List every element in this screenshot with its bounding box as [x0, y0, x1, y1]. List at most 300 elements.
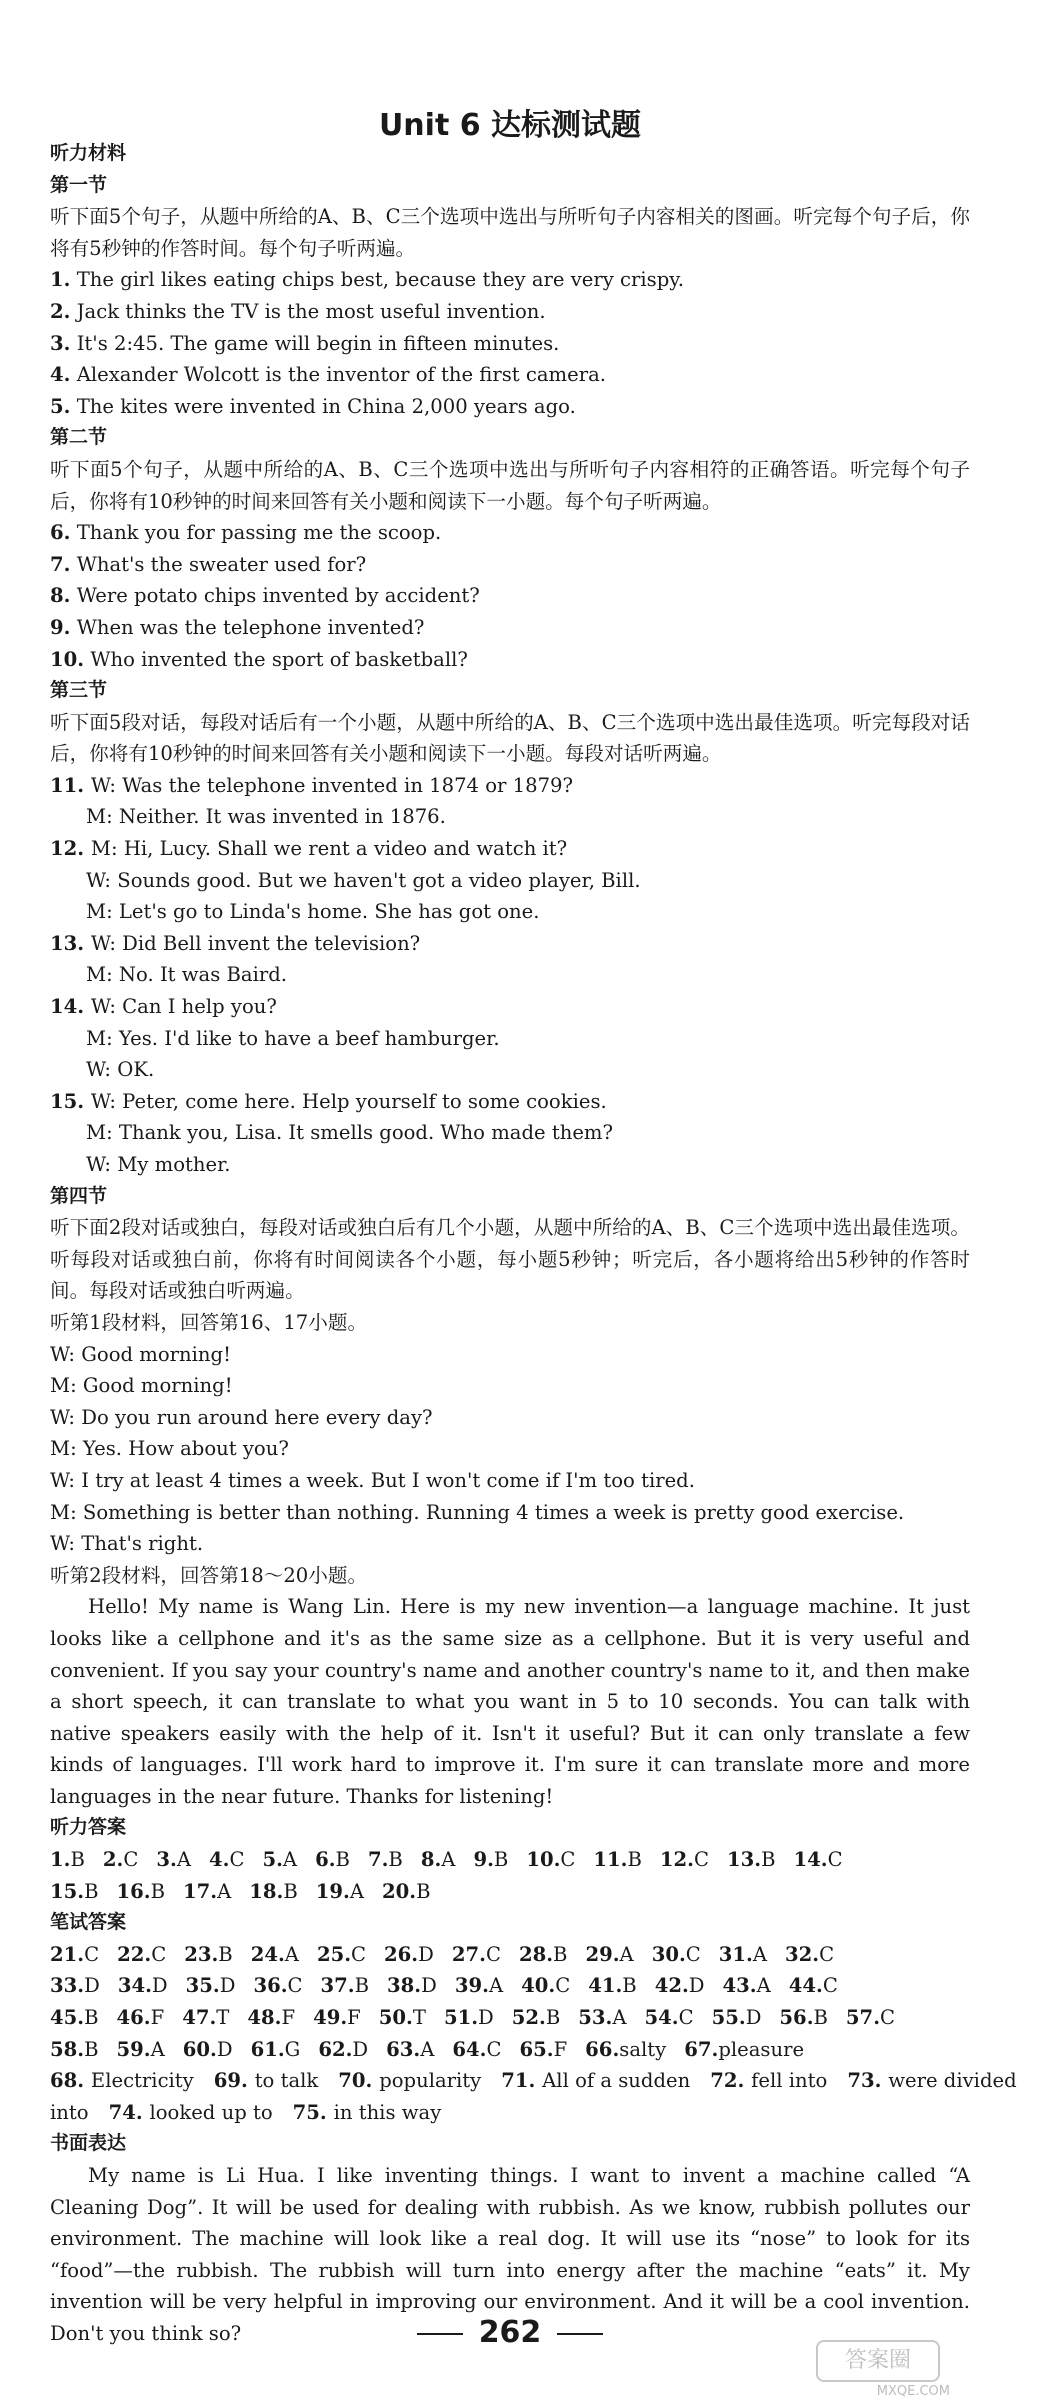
answer-item	[519, 2034, 567, 2066]
answer-value: B	[84, 2037, 99, 2061]
answer-value: B	[70, 1848, 85, 1872]
answer-item	[209, 1844, 244, 1876]
fill-answer-row	[50, 2065, 1017, 2097]
answer-number: 9.	[473, 1848, 494, 1872]
answer-number: 10.	[526, 1848, 561, 1872]
answer-item	[316, 1876, 364, 1908]
answer-number: 61.	[250, 2037, 285, 2061]
listening-sentence	[50, 359, 970, 391]
item-number: 13.	[50, 931, 91, 955]
answer-value: D	[688, 1974, 705, 1998]
s4-part1-heading: 听第1段材料，回答第16、17小题。	[50, 1310, 368, 1334]
answer-value: A	[217, 1879, 232, 1903]
answer-value: into	[50, 2100, 89, 2124]
answer-number: 63.	[386, 2037, 421, 2061]
s4-part2-heading: 听第2段材料，回答第18～20小题。	[50, 1563, 368, 1587]
answer-value: B	[622, 1974, 637, 1998]
page-number-left-dash	[417, 2333, 463, 2335]
answer-item	[585, 1939, 633, 1971]
s3-heading: 第三节	[50, 679, 108, 702]
dialog-line	[50, 1149, 970, 1181]
answer-value: A	[284, 1942, 299, 1966]
listening-answers-heading: 听力答案	[50, 1816, 127, 1839]
section-heading-listening-material: 听力材料	[50, 142, 127, 164]
answer-number: 19.	[315, 1879, 350, 1903]
answer-item	[50, 2034, 99, 2066]
item-number: 3.	[50, 331, 71, 355]
item-text: Who invented the sport of basketball?	[84, 647, 468, 671]
answer-value: Electricity	[90, 2069, 194, 2093]
answer-number: 68.	[50, 2069, 91, 2093]
answer-item	[103, 1844, 138, 1876]
answer-value: C	[685, 1942, 701, 1966]
dialog-line: W: I try at least 4 times a week. But I won't come if I'm too tired.	[50, 1468, 695, 1492]
answer-number: 59.	[116, 2037, 151, 2061]
answer-value: B	[335, 1848, 350, 1872]
answer-number: 18.	[249, 1879, 284, 1903]
answer-item	[593, 1844, 642, 1876]
s3-instructions: 听下面5段对话，每段对话后有一个小题，从题中所给的A、B、C三个选项中选出最佳选项。听完每段对话后，你将有10秒钟的时间来回答有关小题和阅读下一小题。每段对话听两遍。	[50, 710, 970, 766]
answer-number: 17.	[183, 1879, 218, 1903]
answer-number: 14.	[793, 1848, 828, 1872]
item-text: Alexander Wolcott is the inventor of the first camera.	[70, 363, 607, 387]
written-answers-heading: 笔试答案	[50, 1911, 127, 1934]
answer-item	[321, 1970, 370, 2002]
written-answers	[50, 1939, 1017, 2129]
answer-value: D	[352, 2037, 369, 2061]
answer-value: B	[627, 1848, 642, 1872]
answer-number: 47.	[182, 2006, 217, 2030]
answer-value: C	[287, 1974, 303, 1998]
listening-sentence	[50, 264, 970, 296]
answer-item	[794, 1844, 843, 1876]
item-number: 5.	[50, 394, 71, 418]
answer-item	[253, 1970, 302, 2002]
answer-value: B	[388, 1848, 403, 1872]
answer-value: B	[354, 1974, 370, 1998]
item-text: The kites were invented in China 2,000 years ago.	[70, 394, 576, 418]
answer-number: 38.	[387, 1974, 422, 1998]
answer-number: 51.	[443, 2006, 479, 2030]
answer-item	[710, 2065, 827, 2097]
answer-item	[660, 1844, 709, 1876]
answer-item	[183, 2034, 233, 2066]
answer-item	[50, 2097, 89, 2129]
answer-number: 49.	[313, 2006, 348, 2030]
dialog-line: M: Something is better than nothing. Running 4 times a week is pretty good exercise.	[50, 1500, 905, 1524]
dialog-first-line	[50, 991, 970, 1023]
answer-value: B	[283, 1879, 298, 1903]
answer-number: 54.	[644, 2006, 679, 2030]
item-text: Thank you for passing me the scoop.	[70, 521, 442, 545]
answer-number: 16.	[116, 1879, 151, 1903]
answer-item	[384, 1939, 434, 1971]
answer-number: 66.	[585, 2037, 620, 2061]
answer-value: C	[822, 1974, 838, 1998]
answer-value: D	[745, 2006, 762, 2030]
item-number: 6.	[50, 521, 71, 545]
answer-number: 46.	[116, 2006, 151, 2030]
answer-item	[846, 2002, 895, 2034]
item-number: 8.	[50, 584, 71, 608]
item-number: 14.	[50, 995, 91, 1019]
answer-number: 75.	[292, 2100, 334, 2124]
answer-number: 62.	[318, 2037, 353, 2061]
answer-value: D	[216, 2037, 233, 2061]
answer-item	[368, 1844, 403, 1876]
answer-number: 41.	[588, 1974, 623, 1998]
answer-number: 20.	[382, 1879, 417, 1903]
answer-number: 72.	[710, 2069, 752, 2093]
answer-item	[789, 1970, 838, 2002]
listening-sentence	[50, 549, 970, 581]
dialog-text: M: Thank you, Lisa. It smells good. Who made them?	[86, 1121, 614, 1145]
answer-item	[421, 1844, 456, 1876]
answer-item	[50, 1970, 100, 2002]
item-text: Jack thinks the TV is the most useful invention.	[70, 299, 546, 323]
answer-value: to talk	[254, 2069, 319, 2093]
dialog-line	[50, 801, 970, 833]
item-number: 2.	[50, 299, 71, 323]
answer-value: B	[150, 1879, 165, 1903]
answer-number: 37.	[320, 1974, 355, 1998]
item-text: The girl likes eating chips best, because they are very crispy.	[70, 268, 684, 292]
answer-number: 13.	[727, 1848, 762, 1872]
answer-number: 28.	[518, 1942, 554, 1966]
dialog-text: W: OK.	[86, 1058, 155, 1082]
answer-number: 57.	[845, 2006, 881, 2030]
dialog-line	[50, 1023, 970, 1055]
dialog-text: M: Yes. I'd like to have a beef hamburger.	[86, 1026, 500, 1050]
answer-item	[588, 1970, 637, 2002]
answer-value: A	[752, 1942, 768, 1966]
page-title: Unit 6 达标测试题	[378, 108, 642, 143]
writing-sample: My name is Li Hua. I like inventing things. I want to invent a machine called “A Cleaning Dog”. It will be used for dealing with rubbish. As we know, rubbish pollutes our environment. The machine will look like a real dog. It will use its “nose” to look for its “food”—the rubbish. The rubbish will turn into energy after the machine “eats” it. My invention will be very helpful in improving our environment. And it will be a cool invention. Don't you think so?	[50, 2164, 970, 2345]
answer-number: 34.	[117, 1974, 152, 1998]
answer-number: 25.	[316, 1942, 352, 1966]
dialog-text: M: No. It was Baird.	[86, 963, 288, 987]
answer-item	[719, 1939, 767, 1971]
answer-row	[50, 1844, 970, 1876]
answer-number: 48.	[247, 2006, 282, 2030]
answer-number: 55.	[711, 2006, 746, 2030]
dialog-first-line	[50, 770, 970, 802]
answer-value: T	[216, 2006, 230, 2030]
answer-value: B	[84, 1879, 99, 1903]
answer-item	[247, 2002, 295, 2034]
answer-item	[473, 1844, 508, 1876]
dialog-text: M: Neither. It was invented in 1876.	[86, 805, 446, 829]
listening-sentence	[50, 391, 970, 423]
answer-item	[249, 1876, 298, 1908]
answer-number: 36.	[253, 1974, 288, 1998]
answer-number: 6.	[315, 1848, 336, 1872]
listening-answers	[50, 1844, 970, 1907]
answer-item	[652, 1939, 701, 1971]
answer-item	[521, 1970, 570, 2002]
answer-item	[251, 2034, 301, 2066]
dialog-text: W: Did Bell invent the television?	[90, 931, 421, 955]
answer-item	[117, 2002, 165, 2034]
answer-number: 74.	[108, 2100, 150, 2124]
answer-number: 44.	[788, 1974, 823, 1998]
dialog-line: W: Do you run around here every day?	[50, 1405, 433, 1429]
answer-value: B	[218, 1942, 233, 1966]
answer-value: C	[123, 1848, 139, 1872]
answer-number: 7.	[367, 1848, 389, 1872]
answer-number: 1.	[50, 1848, 71, 1872]
dialog-line	[50, 1054, 970, 1086]
dialog-line: W: That's right.	[50, 1532, 204, 1556]
answer-number: 73.	[847, 2069, 889, 2093]
answer-number: 30.	[651, 1942, 686, 1966]
s4-instructions: 听下面2段对话或独白，每段对话或独白后有几个小题，从题中所给的A、B、C三个选项中选出最佳选项。听每段对话或独白前，你将有时间阅读各个小题，每小题5秒钟；听完后，各小题将给出5秒钟的作答时间。每段对话或独白听两遍。	[50, 1216, 970, 1303]
answer-row	[50, 1970, 970, 2002]
answer-value: C	[555, 1974, 571, 1998]
answer-item	[526, 1844, 575, 1876]
dialog-line: M: Good morning!	[50, 1374, 233, 1398]
answer-number: 4.	[208, 1848, 230, 1872]
answer-number: 24.	[250, 1942, 285, 1966]
answer-value: B	[493, 1848, 509, 1872]
answer-item	[779, 2002, 828, 2034]
answer-item	[578, 2002, 626, 2034]
answer-value: F	[553, 2037, 568, 2061]
answer-value: B	[761, 1848, 776, 1872]
dialog-line: M: Yes. How about you?	[50, 1437, 289, 1461]
watermark-url: MXQE.COM	[876, 2384, 950, 2399]
answer-item	[452, 2034, 501, 2066]
answer-value: B	[545, 2006, 561, 2030]
answer-item	[251, 1939, 299, 1971]
answer-number: 71.	[501, 2069, 543, 2093]
answer-item	[501, 2065, 690, 2097]
answer-number: 26.	[384, 1942, 419, 1966]
answer-number: 56.	[779, 2006, 814, 2030]
answer-item	[645, 2002, 694, 2034]
watermark-logo: 答案圈	[816, 2340, 940, 2382]
answer-item	[585, 2034, 666, 2066]
listening-sentence	[50, 296, 970, 328]
answer-row	[50, 1939, 970, 1971]
answer-number: 69.	[213, 2069, 255, 2093]
s1-items	[50, 264, 970, 422]
item-text: It's 2:45. The game will begin in fifteen minutes.	[70, 331, 560, 355]
answer-item	[183, 1876, 231, 1908]
dialog-text: M: Hi, Lucy. Shall we rent a video and watch it?	[90, 837, 568, 861]
s1-heading: 第一节	[50, 173, 108, 196]
answer-item	[50, 1939, 99, 1971]
answer-item	[452, 1939, 501, 1971]
answer-item	[50, 2002, 99, 2034]
answer-number: 15.	[50, 1879, 85, 1903]
answer-number: 31.	[718, 1942, 753, 1966]
answer-item	[50, 1876, 99, 1908]
answer-value: A	[441, 1848, 456, 1872]
answer-value: C	[486, 2037, 502, 2061]
answer-item	[109, 2097, 273, 2129]
answer-item	[684, 2034, 804, 2066]
answer-row	[50, 2002, 970, 2034]
s2-heading: 第二节	[50, 426, 108, 449]
dialog-text: W: Was the telephone invented in 1874 or 1879?	[90, 773, 574, 797]
answer-number: 12.	[659, 1848, 694, 1872]
answer-number: 42.	[654, 1974, 689, 1998]
dialog-line	[50, 959, 970, 991]
answer-number: 21.	[50, 1942, 85, 1966]
answer-value: B	[813, 2006, 828, 2030]
answer-value: D	[421, 1974, 437, 1998]
listening-sentence	[50, 580, 970, 612]
answer-item	[184, 1939, 233, 1971]
answer-value: G	[284, 2037, 301, 2061]
item-number: 4.	[50, 363, 71, 387]
s4-heading: 第四节	[50, 1184, 108, 1207]
answer-item	[293, 2097, 442, 2129]
answer-number: 40.	[521, 1974, 556, 1998]
answer-item	[512, 2002, 561, 2034]
answer-number: 33.	[50, 1974, 85, 1998]
answer-value: A	[150, 2037, 165, 2061]
answer-item	[117, 1876, 166, 1908]
answer-item	[186, 1970, 236, 2002]
answer-number: 23.	[184, 1942, 219, 1966]
dialog-first-line	[50, 928, 970, 960]
dialog-text: M: Let's go to Linda's home. She has got one.	[86, 900, 540, 924]
answer-value: B	[416, 1879, 431, 1903]
answer-value: C	[694, 1848, 709, 1872]
answer-value: were divided	[888, 2069, 1017, 2093]
dialog-text: W: My mother.	[86, 1153, 231, 1176]
s2-items	[50, 517, 970, 675]
answer-number: 43.	[722, 1974, 757, 1998]
answer-value: C	[560, 1848, 576, 1872]
answer-value: D	[478, 2006, 494, 2030]
answer-item	[382, 1876, 431, 1908]
answer-item	[847, 2065, 1016, 2097]
s3-dialogs	[50, 770, 970, 1181]
answer-number: 8.	[420, 1848, 442, 1872]
s4-part1-dialog	[50, 1339, 970, 1560]
answer-number: 64.	[452, 2037, 487, 2061]
item-text: When was the telephone invented?	[70, 615, 425, 639]
answer-item	[379, 2002, 426, 2034]
page-number-text: 262	[478, 2315, 542, 2350]
listening-sentence	[50, 612, 970, 644]
answer-item	[318, 2034, 368, 2066]
answer-number: 67.	[684, 2037, 719, 2061]
answer-value: C	[880, 2006, 896, 2030]
answer-value: C	[678, 2006, 694, 2030]
answer-row	[50, 2034, 970, 2066]
answer-item	[118, 1970, 168, 2002]
answer-number: 2.	[102, 1848, 124, 1872]
answer-item	[785, 1939, 834, 1971]
item-number: 11.	[50, 773, 91, 797]
answer-value: All of a sudden	[542, 2069, 691, 2093]
answer-item	[50, 1844, 85, 1876]
answer-number: 58.	[50, 2037, 85, 2061]
fill-answer-row	[50, 2097, 970, 2129]
answer-value: looked up to	[149, 2100, 273, 2124]
s2-instructions: 听下面5个句子，从题中所给的A、B、C三个选项中选出与所听句子内容相符的正确答语。听完每个句子后，你将有10秒钟的时间来回答有关小题和阅读下一小题。每个句子听两遍。	[50, 457, 970, 513]
answer-value: C	[229, 1848, 245, 1872]
answer-value: salty	[619, 2037, 667, 2061]
item-number: 12.	[50, 837, 91, 861]
dialog-text: W: Sounds good. But we haven't got a video player, Bill.	[86, 868, 641, 892]
page-number-right-dash	[557, 2333, 603, 2335]
answer-value: C	[351, 1942, 367, 1966]
answer-row	[50, 1876, 970, 1908]
item-number: 10.	[50, 647, 85, 671]
answer-number: 32.	[785, 1942, 820, 1966]
dialog-line	[50, 896, 970, 928]
answer-value: C	[827, 1848, 843, 1872]
item-number: 1.	[50, 268, 71, 292]
dialog-text: W: Peter, come here. Help yourself to some cookies.	[90, 1089, 607, 1113]
answer-value: B	[84, 2006, 99, 2030]
listening-sentence	[50, 517, 970, 549]
answer-item	[386, 2034, 434, 2066]
answer-value: A	[488, 1974, 504, 1998]
answer-item	[262, 1844, 297, 1876]
answer-item	[723, 1970, 771, 2002]
answer-value: F	[347, 2006, 361, 2030]
answer-item	[519, 1939, 568, 1971]
answer-value: D	[151, 1974, 168, 1998]
answer-item	[315, 1844, 350, 1876]
answer-item	[455, 1970, 503, 2002]
answer-item	[313, 2002, 361, 2034]
answer-number: 29.	[585, 1942, 620, 1966]
answer-item	[182, 2002, 229, 2034]
item-text: What's the sweater used for?	[70, 552, 367, 576]
answer-value: D	[84, 1974, 100, 1998]
answer-number: 52.	[511, 2006, 546, 2030]
answer-item	[317, 1939, 366, 1971]
dialog-first-line	[50, 1086, 970, 1118]
answer-value: C	[151, 1942, 167, 1966]
answer-number: 70.	[338, 2069, 380, 2093]
answer-value: in this way	[333, 2100, 442, 2124]
content-body	[50, 138, 1017, 2350]
item-text: Were potato chips invented by accident?	[70, 584, 480, 608]
answer-value: F	[281, 2006, 296, 2030]
answer-number: 65.	[519, 2037, 554, 2061]
answer-number: 35.	[185, 1974, 220, 1998]
answer-item	[655, 1970, 705, 2002]
answer-item	[117, 1939, 166, 1971]
answer-item	[712, 2002, 762, 2034]
answer-value: T	[412, 2006, 426, 2030]
answer-value: F	[150, 2006, 165, 2030]
answer-value: B	[553, 1942, 568, 1966]
answer-value: C	[84, 1942, 100, 1966]
answer-item	[338, 2065, 481, 2097]
s4-part2-monologue: Hello! My name is Wang Lin. Here is my new invention—a language machine. It just looks like a cellphone and it's as the same size as a cellphone. But it is very useful and convenient. If you say your country's name and another country's name to it, and then make a short speech, it can translate to what you want in 5 to 10 seconds. You can talk with native speakers easily with the help of it. Isn't it useful? But it can only translate a few kinds of languages. I'll work hard to improve it. I'm sure it can translate more and more languages in the near future. Thanks for listening!	[50, 1595, 970, 1808]
listening-sentence	[50, 328, 970, 360]
answer-value: D	[418, 1942, 434, 1966]
answer-value: A	[420, 2037, 435, 2061]
answer-item	[444, 2002, 494, 2034]
answer-value: A	[176, 1848, 191, 1872]
item-number: 9.	[50, 615, 71, 639]
answer-number: 45.	[50, 2006, 85, 2030]
answer-item	[727, 1844, 776, 1876]
item-number: 7.	[50, 552, 71, 576]
answer-item	[387, 1970, 437, 2002]
dialog-line	[50, 1117, 970, 1149]
